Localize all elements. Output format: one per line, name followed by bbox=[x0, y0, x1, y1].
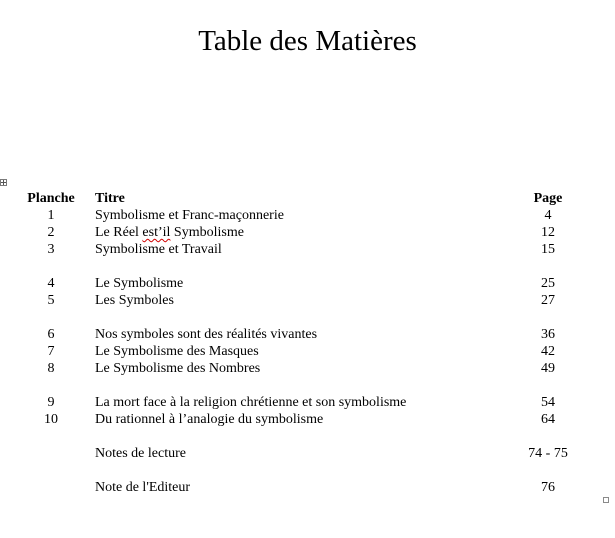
chapter-title: Le Symbolisme bbox=[95, 276, 184, 291]
chapter-title: La mort face à la religion chrétienne et son symbolisme bbox=[95, 395, 407, 410]
table-resize-handle-icon[interactable] bbox=[603, 497, 609, 503]
chapter-title: Nos symboles sont des réalités vivantes bbox=[95, 327, 318, 342]
planche-number: 2 bbox=[47, 225, 55, 240]
planche-number: 8 bbox=[47, 361, 55, 376]
header-page: Page bbox=[533, 191, 563, 206]
page-number: 42 bbox=[541, 344, 555, 359]
spelling-error-word[interactable]: est’il bbox=[142, 225, 171, 240]
planche-number: 3 bbox=[47, 242, 55, 257]
chapter-title: Note de l'Editeur bbox=[95, 480, 191, 495]
table-row bbox=[0, 292, 615, 309]
page-number: 64 bbox=[541, 412, 555, 427]
table-row bbox=[0, 241, 615, 258]
table-row bbox=[0, 343, 615, 360]
planche-number: 10 bbox=[44, 412, 58, 427]
table-row bbox=[0, 224, 615, 241]
page-number: 49 bbox=[541, 361, 555, 376]
planche-number: 7 bbox=[47, 344, 55, 359]
table-row bbox=[0, 326, 615, 343]
page-number: 25 bbox=[541, 276, 555, 291]
chapter-title: Le Symbolisme des Nombres bbox=[95, 361, 261, 376]
chapter-title: Symbolisme et Franc-maçonnerie bbox=[95, 208, 284, 223]
table-row bbox=[0, 445, 615, 462]
page-number: 4 bbox=[544, 208, 552, 223]
table-row bbox=[0, 411, 615, 428]
planche-number: 9 bbox=[47, 395, 55, 410]
table-row bbox=[0, 394, 615, 411]
table-row bbox=[0, 207, 615, 224]
planche-number: 5 bbox=[47, 293, 55, 308]
page-number: 36 bbox=[541, 327, 555, 342]
chapter-title: Symbolisme et Travail bbox=[95, 242, 222, 257]
table-row bbox=[0, 275, 615, 292]
page-number: 12 bbox=[541, 225, 555, 240]
page-number: 54 bbox=[541, 395, 555, 410]
table-row bbox=[0, 360, 615, 377]
table-move-handle-icon[interactable] bbox=[0, 179, 7, 186]
table-header-row bbox=[0, 190, 615, 207]
chapter-title: Les Symboles bbox=[95, 293, 174, 308]
title-part: Symbolisme bbox=[170, 225, 244, 240]
table-row bbox=[0, 479, 615, 496]
page-title: Table des Matières bbox=[198, 25, 417, 57]
table-of-contents bbox=[0, 190, 615, 496]
chapter-title: Le Symbolisme des Masques bbox=[95, 344, 259, 359]
chapter-title: Du rationnel à l’analogie du symbolisme bbox=[95, 412, 324, 427]
header-titre: Titre bbox=[95, 191, 125, 206]
planche-number: 1 bbox=[47, 208, 55, 223]
header-planche: Planche bbox=[27, 191, 75, 206]
page-number: 74 - 75 bbox=[528, 446, 568, 461]
page-number: 27 bbox=[541, 293, 555, 308]
chapter-title: Notes de lecture bbox=[95, 446, 186, 461]
page-number: 15 bbox=[541, 242, 555, 257]
chapter-title bbox=[95, 224, 244, 241]
planche-number: 4 bbox=[47, 276, 55, 291]
title-part: Le Réel bbox=[95, 225, 143, 240]
page-number: 76 bbox=[541, 480, 555, 495]
planche-number: 6 bbox=[47, 327, 55, 342]
